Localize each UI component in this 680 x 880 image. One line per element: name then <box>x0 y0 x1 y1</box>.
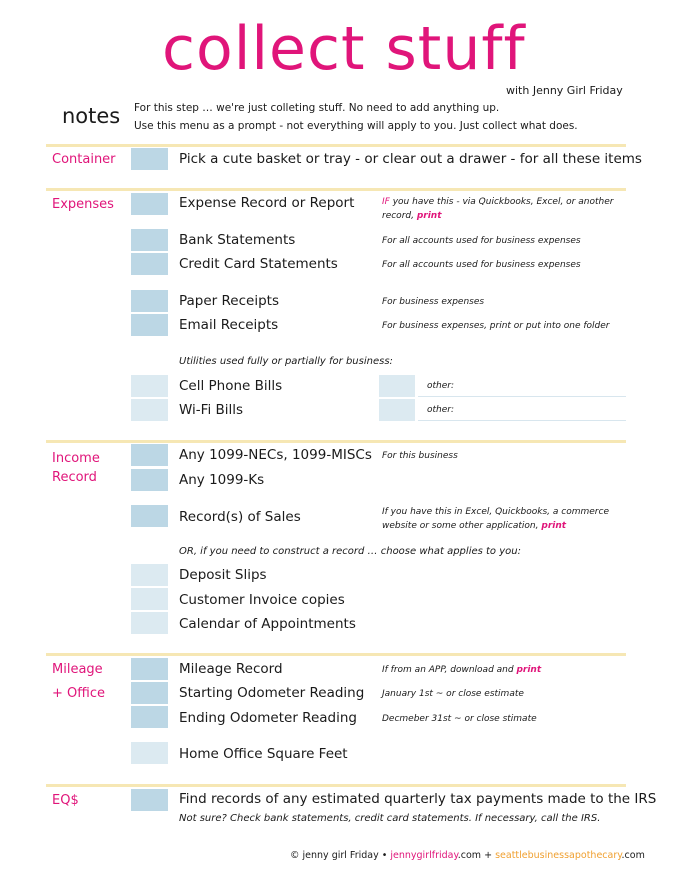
checkbox-starting-odometer[interactable] <box>131 682 168 704</box>
footer-site2-link[interactable]: seattlebusinessapothecary <box>495 850 622 861</box>
note-email-receipts: For business expenses, print or put into one folder <box>382 321 610 331</box>
item-invoice-copies: Customer Invoice copies <box>179 592 345 608</box>
checkbox-records-of-sales[interactable] <box>131 505 168 527</box>
item-bank-statements: Bank Statements <box>179 232 296 248</box>
note-mileage-record <box>382 663 627 677</box>
note-1099-nec: For this business <box>382 451 458 461</box>
section-label-mileage: Mileage <box>52 662 103 677</box>
item-wifi: Wi-Fi Bills <box>179 402 244 418</box>
item-expense-record: Expense Record or Report <box>179 195 355 211</box>
section-label-expenses: Expenses <box>52 197 114 212</box>
eq-sub: Not sure? Check bank statements, credit card statements. If necessary, call the IRS. <box>179 813 601 824</box>
checkbox-credit-card[interactable] <box>131 253 168 275</box>
notes-label: notes <box>62 104 121 128</box>
other-label: other: <box>427 405 455 415</box>
section-divider <box>46 784 626 787</box>
item-cell-phone: Cell Phone Bills <box>179 378 283 394</box>
checkbox-1099-nec[interactable] <box>131 444 168 466</box>
checkbox-other-1[interactable] <box>379 375 415 397</box>
footer <box>290 850 645 861</box>
note-ending-odometer: Decmeber 31st ~ or close stimate <box>382 714 537 724</box>
note-prefix: IF <box>382 197 390 207</box>
item-1099-k: Any 1099-Ks <box>179 472 265 488</box>
checkbox-email-receipts[interactable] <box>131 314 168 336</box>
footer-site1-link[interactable]: jennygirlfriday <box>390 850 458 861</box>
checkbox-invoice-copies[interactable] <box>131 588 168 610</box>
utilities-heading: Utilities used fully or partially for business: <box>179 356 393 367</box>
footer-site1-rest: .com + <box>457 850 493 861</box>
checkbox-home-office[interactable] <box>131 742 168 764</box>
intro-line-2: Use this menu as a prompt - not everything will apply to you. Just collect what does. <box>134 120 578 132</box>
other-line <box>418 396 626 397</box>
item-mileage-record: Mileage Record <box>179 661 283 677</box>
item-container: Pick a cute basket or tray - or clear out a drawer - for all these items <box>179 151 642 167</box>
item-appointments: Calendar of Appointments <box>179 616 356 632</box>
item-records-of-sales: Record(s) of Sales <box>179 509 301 525</box>
section-label-income: Income <box>52 451 100 466</box>
checkbox-container[interactable] <box>131 148 168 170</box>
item-home-office: Home Office Square Feet <box>179 746 348 762</box>
note-paper-receipts: For business expenses <box>382 297 485 307</box>
note-credit-card: For all accounts used for business expenses <box>382 260 581 270</box>
page-title: collect stuff <box>162 14 526 84</box>
item-1099-nec: Any 1099-NECs, 1099-MISCs <box>179 447 372 463</box>
checkbox-eq[interactable] <box>131 789 168 811</box>
note-text: If from an APP, download and <box>382 665 514 675</box>
item-paper-receipts: Paper Receipts <box>179 293 279 309</box>
item-email-receipts: Email Receipts <box>179 317 279 333</box>
byline: with Jenny Girl Friday <box>506 84 623 97</box>
note-bank-statements: For all accounts used for business expenses <box>382 236 581 246</box>
note-starting-odometer: January 1st ~ or close estimate <box>382 689 524 699</box>
section-label-container: Container <box>52 152 116 167</box>
item-credit-card: Credit Card Statements <box>179 256 338 272</box>
checkbox-bank-statements[interactable] <box>131 229 168 251</box>
note-text: you have this - via Quickbooks, Excel, or another record, <box>382 197 614 221</box>
section-label-office: + Office <box>52 686 105 701</box>
checkbox-ending-odometer[interactable] <box>131 706 168 728</box>
checkbox-1099-k[interactable] <box>131 469 168 491</box>
print-highlight: print <box>541 521 567 531</box>
note-text: If you have this in Excel, Quickbooks, a commerce website or some other application, <box>382 507 609 531</box>
checkbox-paper-receipts[interactable] <box>131 290 168 312</box>
note-records-of-sales <box>382 505 627 533</box>
checkbox-wifi[interactable] <box>131 399 168 421</box>
footer-copyright: © jenny girl Friday • <box>290 850 388 861</box>
item-eq: Find records of any estimated quarterly tax payments made to the IRS <box>179 791 657 807</box>
checkbox-deposit-slips[interactable] <box>131 564 168 586</box>
section-divider <box>46 653 626 656</box>
checkbox-mileage-record[interactable] <box>131 658 168 680</box>
checkbox-cell-phone[interactable] <box>131 375 168 397</box>
note-expense-record <box>382 195 627 223</box>
print-highlight: print <box>516 665 542 675</box>
other-line <box>418 420 626 421</box>
checkbox-other-2[interactable] <box>379 399 415 421</box>
other-label: other: <box>427 381 455 391</box>
section-divider <box>46 144 626 147</box>
intro-line-1: For this step … we're just colleting stuff. No need to add anything up. <box>134 102 500 114</box>
section-divider <box>46 188 626 191</box>
footer-site2-rest: .com <box>621 850 645 861</box>
item-starting-odometer: Starting Odometer Reading <box>179 685 365 701</box>
print-highlight: print <box>416 211 442 221</box>
section-divider <box>46 440 626 443</box>
item-ending-odometer: Ending Odometer Reading <box>179 710 357 726</box>
construct-heading: OR, if you need to construct a record … choose what applies to you: <box>179 546 521 557</box>
checkbox-expense-record[interactable] <box>131 193 168 215</box>
item-deposit-slips: Deposit Slips <box>179 567 267 583</box>
section-label-eq: EQ$ <box>52 793 79 808</box>
section-label-record: Record <box>52 470 97 485</box>
checkbox-appointments[interactable] <box>131 612 168 634</box>
